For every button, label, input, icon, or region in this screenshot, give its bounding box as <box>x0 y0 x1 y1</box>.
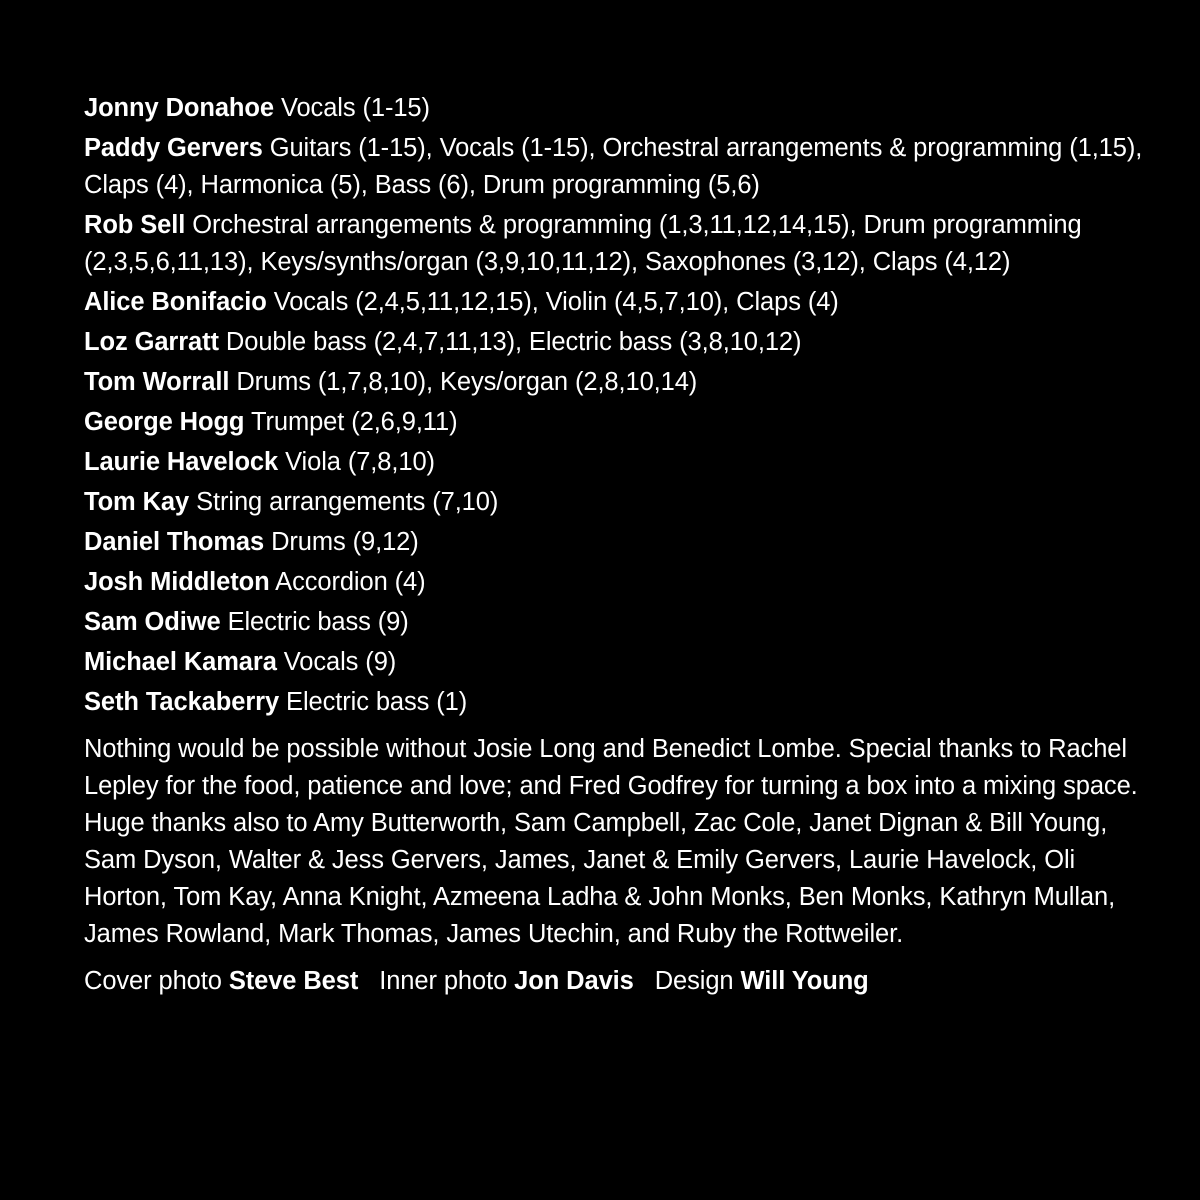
thanks-paragraph: Nothing would be possible without Josie Long and Benedict Lombe. Special thanks to Rachel Lepley for the food, patience and love; and Fred Godfrey for turning a box into a mixing space. Huge thanks also to Amy Butterworth, Sam Campbell, Zac Cole, Janet Dignan & Bill Young, Sam Dyson, Walter & Jess Gervers, James, Janet & Emily Gervers, Laurie Havelock, Oli Horton, Tom Kay, Anna Knight, Azmeena Ladha & John Monks, Ben Monks, Kathryn Mullan, James Rowland, Mark Thomas, James Utechin, and Ruby the Rottweiler. <box>84 735 1138 948</box>
credit-line <box>84 284 1164 321</box>
cover-photo-name: Steve Best <box>228 967 359 995</box>
credit-line <box>84 444 1164 481</box>
musician-name: Jonny Donahoe <box>84 94 274 122</box>
credit-line <box>84 364 1164 401</box>
credit-line <box>84 90 1164 127</box>
musician-role: Vocals (9) <box>283 648 397 676</box>
musician-role: Accordion (4) <box>275 568 426 596</box>
inner-photo-name: Jon Davis <box>514 967 634 995</box>
musician-name: Josh Middleton <box>84 568 270 596</box>
credit-line <box>84 644 1164 681</box>
musician-role: Guitars (1-15), Vocals (1-15), Orchestral arrangements & programming (1,15), Claps (4), Harmonica (5), Bass (6), Drum programming (5,6) <box>84 134 1143 199</box>
credit-line <box>84 324 1164 361</box>
musician-name: Laurie Havelock <box>84 448 279 476</box>
credit-line <box>84 207 1164 281</box>
musician-name: Rob Sell <box>84 211 186 239</box>
musician-name: Tom Kay <box>84 488 190 516</box>
musician-name: Sam Odiwe <box>84 608 221 636</box>
musician-role: Trumpet (2,6,9,11) <box>250 408 458 436</box>
musician-name: Paddy Gervers <box>84 134 263 162</box>
musician-role: Viola (7,8,10) <box>285 448 435 476</box>
credits-page <box>84 90 1164 1000</box>
credit-line <box>84 564 1164 601</box>
musician-name: Daniel Thomas <box>84 528 265 556</box>
inner-photo-label: Inner photo <box>379 967 508 995</box>
credit-line <box>84 604 1164 641</box>
photo-credits <box>84 963 1164 1000</box>
credit-line <box>84 484 1164 521</box>
musician-role: String arrangements (7,10) <box>196 488 499 516</box>
musician-role: Double bass (2,4,7,11,13), Electric bass (3,8,10,12) <box>225 328 802 356</box>
musician-role: Orchestral arrangements & programming (1,3,11,12,14,15), Drum programming (2,3,5,6,11,13), Keys/synths/organ (3,9,10,11,12), Saxophones (3,12), Claps (4,12) <box>84 211 1082 276</box>
musician-role: Drums (9,12) <box>271 528 419 556</box>
musician-role: Drums (1,7,8,10), Keys/organ (2,8,10,14) <box>236 368 698 396</box>
credit-list <box>84 90 1164 721</box>
musician-name: Seth Tackaberry <box>84 688 280 716</box>
musician-name: Michael Kamara <box>84 648 277 676</box>
musician-name: Tom Worrall <box>84 368 230 396</box>
design-name: Will Young <box>740 967 869 995</box>
musician-name: George Hogg <box>84 408 245 436</box>
musician-role: Electric bass (9) <box>227 608 409 636</box>
credit-line <box>84 524 1164 561</box>
cover-photo-label: Cover photo <box>84 967 222 995</box>
musician-role: Electric bass (1) <box>286 688 468 716</box>
credit-line <box>84 404 1164 441</box>
musician-name: Loz Garratt <box>84 328 219 356</box>
credit-line <box>84 130 1164 204</box>
credit-line <box>84 684 1164 721</box>
musician-name: Alice Bonifacio <box>84 288 267 316</box>
musician-role: Vocals (1-15) <box>280 94 430 122</box>
design-label: Design <box>654 967 734 995</box>
musician-role: Vocals (2,4,5,11,12,15), Violin (4,5,7,10), Claps (4) <box>273 288 839 316</box>
